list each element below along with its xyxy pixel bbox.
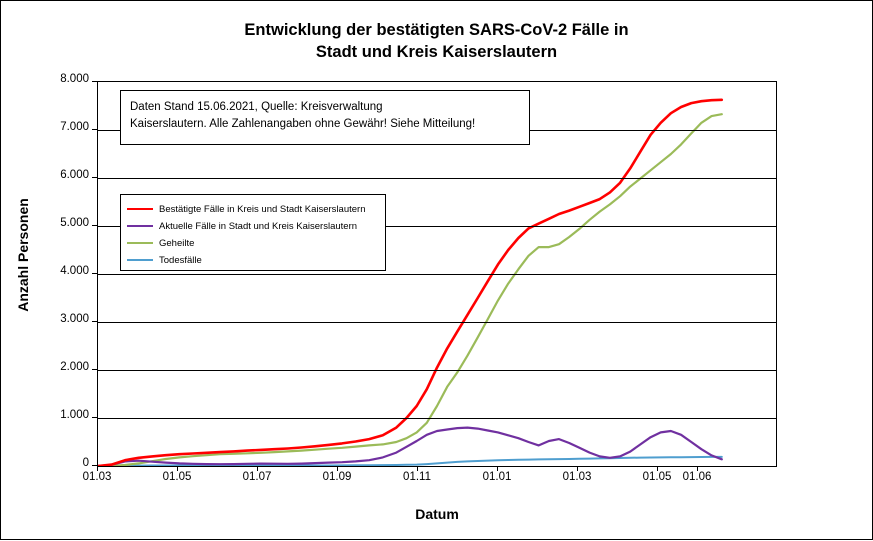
x-axis-title: Datum [415, 506, 459, 522]
y-tick-label: 2.000 [60, 361, 89, 373]
x-tick-label: 01.05 [162, 471, 192, 483]
y-tick-label: 4.000 [60, 265, 89, 277]
y-tick-label: 3.000 [60, 313, 89, 325]
note-line-2: Kaiserslautern. Alle Zahlenangaben ohne Gewähr! Siehe Mitteilung! [130, 118, 476, 130]
gridline [98, 370, 776, 371]
y-tick-label: 6.000 [60, 169, 89, 181]
legend-item-deaths [127, 252, 385, 268]
x-tick-label: 01.06 [682, 471, 712, 483]
gridline [98, 322, 776, 323]
gridline [98, 418, 776, 419]
chart-title-line2: Stadt und Kreis Kaiserslautern [315, 43, 558, 61]
y-tick-label: 7.000 [60, 121, 89, 133]
gridline [98, 178, 776, 179]
series-line-1 [98, 428, 722, 466]
legend-swatch-deaths [127, 259, 153, 261]
x-tick-label: 01.03 [562, 471, 592, 483]
legend-label-deaths: Todesfälle [159, 254, 202, 266]
x-tick-label: 01.03 [82, 471, 112, 483]
x-tick-label: 01.09 [322, 471, 352, 483]
y-tick-label: 5.000 [60, 217, 89, 229]
chart-title-line1: Entwicklung der bestätigten SARS-CoV-2 Fälle in [244, 21, 629, 39]
legend-label-confirmed: Bestätigte Fälle in Kreis und Stadt Kaiserslautern [159, 203, 366, 215]
legend-item-active [127, 218, 385, 234]
y-tick-label: 0 [82, 457, 89, 469]
legend-swatch-confirmed [127, 208, 153, 210]
y-tick-label: 8.000 [60, 73, 89, 85]
series-line-0 [98, 100, 722, 466]
y-tick-label: 1.000 [60, 409, 89, 421]
chart-title [1, 19, 872, 63]
chart-legend [120, 194, 386, 271]
legend-item-recovered [127, 235, 385, 251]
legend-item-confirmed [127, 201, 385, 217]
data-source-note [120, 90, 530, 145]
x-tick-label: 01.01 [482, 471, 512, 483]
x-tick-label: 01.11 [403, 471, 431, 483]
gridline [98, 274, 776, 275]
legend-swatch-active [127, 225, 153, 227]
x-tick-label: 01.07 [242, 471, 272, 483]
legend-label-recovered: Geheilte [159, 237, 195, 249]
x-tick-label: 01.05 [642, 471, 672, 483]
legend-swatch-recovered [127, 242, 153, 244]
legend-label-active: Aktuelle Fälle in Stadt und Kreis Kaiserslautern [159, 220, 358, 232]
note-line-1: Daten Stand 15.06.2021, Quelle: Kreisverwaltung [130, 101, 383, 113]
y-axis-title: Anzahl Personen [15, 198, 31, 312]
